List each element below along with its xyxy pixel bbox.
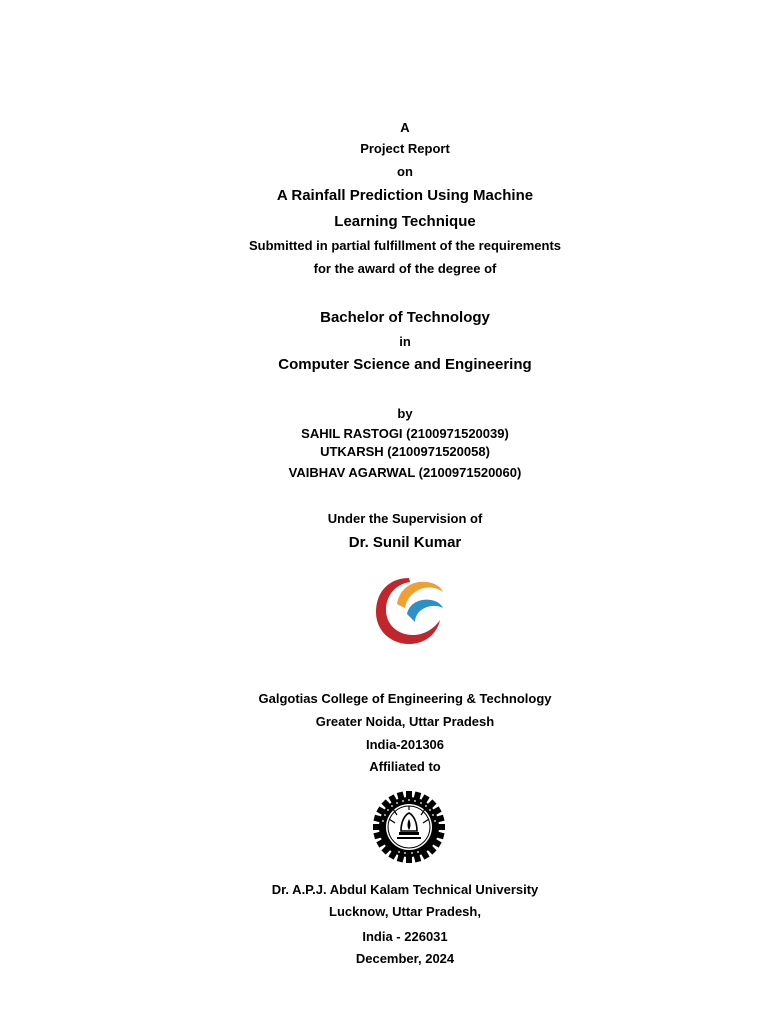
university-city: Lucknow, Uttar Pradesh, [329,904,481,919]
degree-title: Bachelor of Technology [320,309,490,326]
report-date: December, 2024 [355,951,455,966]
cover-on: on [397,164,413,179]
university-name: Dr. A.P.J. Abdul Kalam Technical University [271,882,539,897]
affiliated-label: Affiliated to [369,759,441,774]
author-1: SAHIL RASTOGI (2100971520039) [301,426,509,441]
university-seal-icon [373,791,445,863]
supervisor-name: Dr. Sunil Kumar [348,534,462,551]
supervision-label: Under the Supervision of [327,511,483,526]
university-pin: India - 226031 [362,929,448,944]
college-name: Galgotias College of Engineering & Technology [258,691,552,706]
submitted-line-1: Submitted in partial fulfillment of the requirements [248,238,562,253]
branch-title: Computer Science and Engineering [278,356,532,373]
title-line-1: A Rainfall Prediction Using Machine [276,187,534,204]
report-type: Project Report [360,141,450,156]
author-3: VAIBHAV AGARWAL (2100971520060) [288,465,522,480]
cover-by: by [397,406,413,421]
title-line-2: Learning Technique [334,213,476,230]
college-pin: India-201306 [365,737,445,752]
submitted-line-2: for the award of the degree of [313,261,497,276]
college-logo-icon [373,574,445,646]
author-2: UTKARSH (2100971520058) [320,444,490,459]
cover-a: A [400,120,410,135]
college-city: Greater Noida, Uttar Pradesh [315,714,495,729]
cover-in: in [399,334,411,349]
